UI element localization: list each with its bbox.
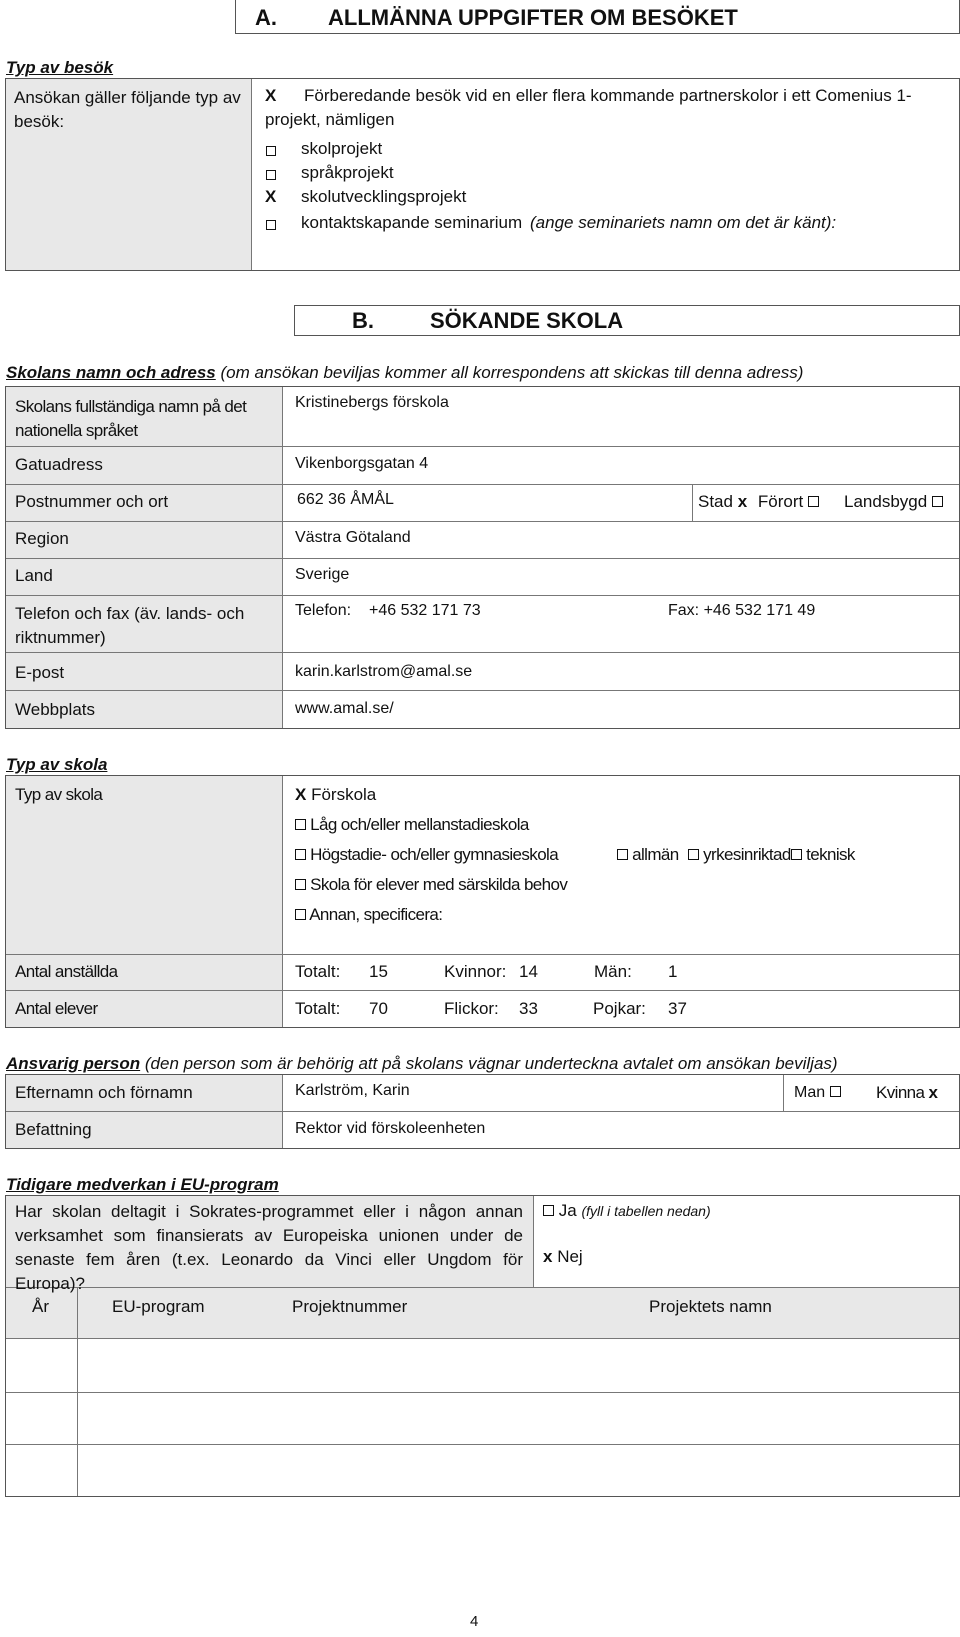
checkbox-kontakt[interactable] bbox=[266, 220, 276, 230]
staff-total-label: Totalt: bbox=[295, 962, 341, 981]
eu-heading: Tidigare medverkan i EU-program bbox=[6, 1175, 279, 1194]
landsbygd: Landsbygd bbox=[844, 492, 943, 512]
fororts-checkbox[interactable] bbox=[808, 496, 819, 507]
responsible-heading: Ansvarig person (den person som är behörig att på skolans vägnar underteckna avtalet om ansökan beviljas) bbox=[6, 1054, 838, 1073]
region-label: Region bbox=[15, 529, 69, 548]
landsbygd-checkbox[interactable] bbox=[932, 496, 943, 507]
yrkes-checkbox[interactable] bbox=[688, 849, 699, 860]
email-value[interactable]: karin.karlstrom@amal.se bbox=[295, 663, 473, 680]
staff-women-label: Kvinnor: bbox=[444, 962, 507, 981]
nej-mark[interactable]: x bbox=[543, 1247, 553, 1266]
section-a-letter: A. bbox=[255, 5, 277, 30]
school-type-label: Typ av skola bbox=[15, 785, 103, 804]
staff-women-value[interactable]: 14 bbox=[519, 962, 538, 981]
pupils-girls-label: Flickor: bbox=[444, 999, 499, 1018]
street-value[interactable]: Vikenborgsgatan 4 bbox=[295, 455, 429, 472]
option-hogstadie: Högstadie- och/eller gymnasieskola bbox=[295, 845, 558, 865]
fororts-label: Förort bbox=[757, 492, 804, 511]
man-checkbox[interactable] bbox=[830, 1086, 841, 1097]
option-sarskilda: Skola för elever med särskilda behov bbox=[295, 875, 567, 895]
option-forskola: X Förskola bbox=[295, 785, 377, 804]
pupils-boys-label: Pojkar: bbox=[593, 999, 646, 1018]
visit-label: Ansökan gäller följande typ av besök: bbox=[14, 88, 241, 131]
kvinna-mark[interactable]: x bbox=[928, 1083, 938, 1102]
land-label: Land bbox=[15, 566, 53, 585]
pupils-boys-value[interactable]: 37 bbox=[668, 999, 687, 1018]
fax-value[interactable]: Fax: +46 532 171 49 bbox=[668, 602, 816, 619]
annan-checkbox[interactable] bbox=[295, 909, 306, 920]
region-value[interactable]: Västra Götaland bbox=[295, 529, 411, 546]
gender-kvinna: Kvinna x bbox=[876, 1083, 938, 1102]
responsible-name-value[interactable]: Karlström, Karin bbox=[295, 1082, 410, 1099]
phone-value[interactable]: +46 532 171 73 bbox=[369, 602, 481, 619]
pupils-girls-value[interactable]: 33 bbox=[519, 999, 538, 1018]
checkbox-skolprojekt[interactable] bbox=[266, 146, 276, 156]
label-skolprojekt: skolprojekt bbox=[301, 139, 383, 158]
eu-ja: Ja (fyll i tabellen nedan) bbox=[543, 1201, 711, 1221]
phone-label: Telefon och fax (äv. lands- och riktnummer) bbox=[15, 604, 245, 647]
stad-label: Stad bbox=[698, 492, 733, 511]
land-value[interactable]: Sverige bbox=[295, 566, 350, 583]
address-heading: Skolans namn och adress (om ansökan beviljas kommer all korrespondens att skickas till denna adress) bbox=[6, 363, 804, 382]
section-b-letter: B. bbox=[352, 308, 374, 333]
visit-type-heading: Typ av besök bbox=[6, 58, 114, 77]
main-option-mark[interactable]: X bbox=[265, 86, 277, 105]
eu-row-1[interactable] bbox=[6, 1339, 959, 1392]
page-number: 4 bbox=[470, 1613, 479, 1630]
label-skolutveckling: skolutvecklingsprojekt bbox=[301, 187, 467, 206]
main-option-line2: projekt, nämligen bbox=[265, 110, 395, 129]
option-allman: allmän bbox=[617, 845, 679, 865]
postal-label: Postnummer och ort bbox=[15, 492, 169, 511]
school-name-label: Skolans fullständiga namn på det nationella språket bbox=[15, 397, 247, 440]
staff-men-label: Män: bbox=[594, 962, 632, 981]
gender-man: Man bbox=[794, 1084, 841, 1102]
web-label: Webbplats bbox=[15, 700, 96, 719]
pupils-total-value[interactable]: 70 bbox=[369, 999, 388, 1018]
checkbox-sprakprojekt[interactable] bbox=[266, 170, 276, 180]
col-projektnummer: Projektnummer bbox=[292, 1297, 408, 1316]
forskola-mark[interactable]: X bbox=[295, 785, 307, 804]
lag-checkbox[interactable] bbox=[295, 819, 306, 830]
option-teknisk: teknisk bbox=[791, 845, 855, 865]
eu-question: Har skolan deltagit i Sokrates-programmet eller i någon annan verksamhet som finansierats av Europeiska unionen under de senaste fem åren (t.ex. Leonardo da Vinci eller Ungdom för Europa)? bbox=[15, 1202, 523, 1293]
option-lag: Låg och/eller mellanstadieskola bbox=[295, 815, 529, 835]
col-eu-program: EU-program bbox=[112, 1297, 205, 1316]
allman-checkbox[interactable] bbox=[617, 849, 628, 860]
sarskilda-checkbox[interactable] bbox=[295, 879, 306, 890]
pupils-total-label: Totalt: bbox=[295, 999, 341, 1018]
email-label: E-post bbox=[15, 663, 65, 682]
responsible-title-label: Befattning bbox=[15, 1120, 92, 1139]
hogstadie-checkbox[interactable] bbox=[295, 849, 306, 860]
responsible-name-label: Efternamn och förnamn bbox=[15, 1083, 193, 1102]
pupils-label: Antal elever bbox=[15, 999, 98, 1018]
col-ar: År bbox=[32, 1297, 49, 1316]
web-value[interactable]: www.amal.se/ bbox=[295, 700, 394, 717]
section-a-title: ALLMÄNNA UPPGIFTER OM BESÖKET bbox=[328, 5, 738, 30]
school-type-heading: Typ av skola bbox=[6, 755, 108, 774]
label-kontakt-note: (ange seminariets namn om det är känt): bbox=[530, 213, 837, 232]
staff-men-value[interactable]: 1 bbox=[668, 962, 678, 981]
area-type bbox=[698, 492, 819, 512]
stad-mark[interactable]: x bbox=[737, 492, 748, 511]
skolutveckling-mark[interactable]: X bbox=[265, 187, 277, 206]
school-name-value[interactable]: Kristinebergs förskola bbox=[295, 394, 449, 411]
staff-total-value[interactable]: 15 bbox=[369, 962, 388, 981]
section-b-title: SÖKANDE SKOLA bbox=[430, 308, 624, 333]
label-kontakt: kontaktskapande seminarium bbox=[301, 213, 523, 232]
option-annan: Annan, specificera: bbox=[295, 905, 442, 925]
label-sprakprojekt: språkprojekt bbox=[301, 163, 394, 182]
eu-row-3[interactable] bbox=[6, 1445, 959, 1496]
main-option-line1: Förberedande besök vid en eller flera kommande partnerskolor i ett Comenius 1- bbox=[304, 86, 912, 105]
teknisk-checkbox[interactable] bbox=[791, 849, 802, 860]
postal-value[interactable]: 662 36 ÅMÅL bbox=[297, 491, 394, 508]
street-label: Gatuadress bbox=[15, 455, 103, 474]
option-yrkes: yrkesinriktad bbox=[688, 845, 791, 865]
col-projektets-namn: Projektets namn bbox=[649, 1297, 772, 1316]
responsible-title-value[interactable]: Rektor vid förskoleenheten bbox=[295, 1120, 486, 1137]
eu-row-2[interactable] bbox=[6, 1393, 959, 1444]
eu-nej: x Nej bbox=[543, 1247, 583, 1266]
ja-checkbox[interactable] bbox=[543, 1205, 554, 1216]
phone-prefix: Telefon: bbox=[295, 602, 352, 619]
section-b-header bbox=[294, 305, 960, 336]
staff-label: Antal anställda bbox=[15, 962, 118, 981]
